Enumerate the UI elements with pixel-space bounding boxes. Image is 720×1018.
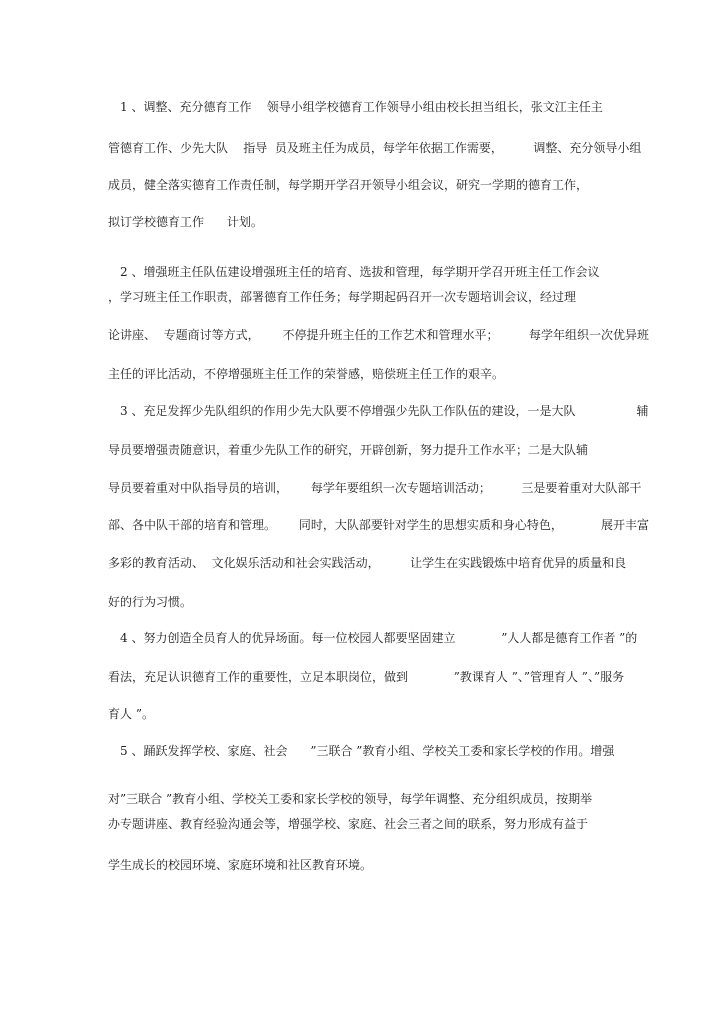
- paragraph-3-line-2: 导员要增强责随意识，着重少先队工作的研究，开辟创新，努力提升工作水平；二是大队辅: [108, 443, 589, 457]
- paragraph-1-line-4: 拟订学校德育工作 计划。: [108, 215, 263, 229]
- paragraph-5-line-4: 学生成长的校园环境、家庭环境和社区教育环境。: [108, 858, 373, 872]
- paragraph-2-line-4: 主任的评比活动，不停增强班主任工作的荣誉感，赔偿班主任工作的艰辛。: [108, 367, 505, 381]
- paragraph-3-line-1: 3 、充足发挥少先队组织的作用少先大队要不停增强少先队工作队伍的建设，一是大队 辅: [120, 404, 649, 418]
- paragraph-2-line-2: ，学习班主任工作职责，部署德育工作任务；每学期起码召开一次专题培训会议，经过理: [108, 290, 577, 304]
- paragraph-2-line-3: 论讲座、 专题商讨等方式， 不停提升班主任的工作艺术和管理水平； 每学年组织一次优异班: [108, 328, 650, 342]
- paragraph-2-line-1: 2 、增强班主任队伍建设增强班主任的培育、选拔和管理，每学期开学召开班主任工作会议: [120, 265, 600, 279]
- paragraph-4-line-3: 育人 ”。: [108, 707, 154, 721]
- paragraph-5-line-3: 办专题讲座、教育经验沟通会等，增强学校、家庭、社会三者之间的联系，努力形成有益于: [108, 817, 589, 831]
- paragraph-5-line-1: 5 、踊跃发挥学校、家庭、社会 ”三联合 ”教育小组、学校关工委和家长学校的作用。增强: [120, 744, 615, 758]
- paragraph-5-line-2: 对”三联合 ”教育小组、学校关工委和家长学校的领导，每学年调整、充分组织成员，按期举: [108, 792, 593, 806]
- paragraph-1-line-1: 1 、调整、充分德育工作 领导小组学校德育工作领导小组由校长担当组长，张文江主任主: [120, 100, 603, 114]
- paragraph-3-line-3: 导员要着重对中队指导员的培训， 每学年要组织一次专题培训活动； 三是要着重对大队部干: [108, 481, 642, 495]
- paragraph-1-line-3: 成员，健全落实德育工作责任制，每学期开学召开领导小组会议，研究一学期的德育工作，: [108, 178, 589, 192]
- paragraph-4-line-1: 4 、努力创造全员育人的优异场面。每一位校园人都要坚固建立 ”人人都是德育工作者 ”的: [120, 631, 638, 645]
- paragraph-3-line-5: 多彩的教育活动、 文化娱乐活动和社会实践活动， 让学生在实践锻炼中培育优异的质量和良: [108, 556, 627, 570]
- paragraph-3-line-4: 部、各中队干部的培育和管理。 同时，大队部要针对学生的思想实质和身心特色， 展开丰富: [108, 518, 650, 532]
- paragraph-4-line-2: 看法，充足认识德育工作的重要性，立足本职岗位，做到 ”教课育人 ”、”管理育人 ”、”服务: [108, 670, 625, 684]
- paragraph-3-line-6: 好的行为习惯。: [108, 595, 193, 609]
- paragraph-1-line-2: 管德育工作、少先大队 指导 员及班主任为成员，每学年依据工作需要， 调整、充分领导小组: [108, 141, 642, 155]
